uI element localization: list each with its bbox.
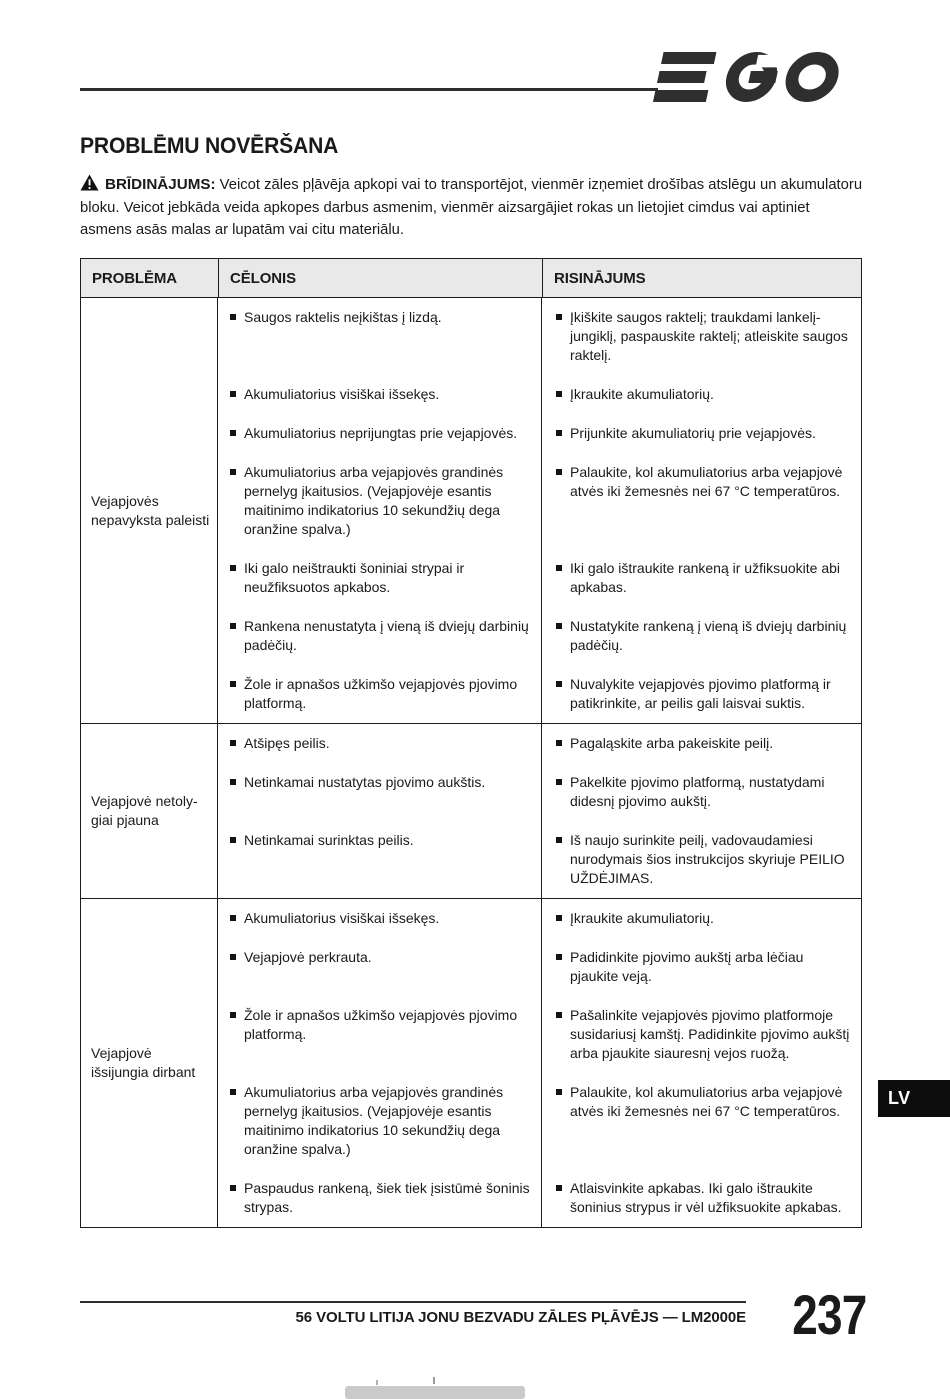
solution-text: Iki galo ištraukite rankeną ir užfiksuokite abi apkabas. [570, 560, 841, 595]
footer-text: 56 VOLTU LITIJA JONU BEZVADU ZĀLES PĻĀVĒJS — LM2000E [295, 1309, 746, 1326]
solution-text: Palaukite, kol akumuliatorius arba vejapjovė atvės iki žemesnės nei 67 °C temperatūros. [570, 1084, 843, 1119]
bullet-icon [230, 469, 236, 475]
bottom-artifact-mark [376, 1380, 378, 1385]
cause-item [218, 665, 542, 723]
table-row [81, 723, 861, 898]
bullet-icon [230, 430, 236, 436]
solution-text: Įkraukite akumuliatorių. [570, 910, 714, 926]
warning-icon [80, 174, 99, 198]
solution-item [542, 607, 861, 665]
cause-item [218, 414, 542, 453]
cause-text: Akumuliatorius arba vejapjovės grandinės pernelyg įkaitusios. (Vejapjovėje esantis maitinimo indikatorius 10 sekundžių dega oranžine spalva.) [244, 464, 504, 537]
solution-text: Pašalinkite vejapjovės pjovimo platformoje susidariusį kamštį. Padidinkite pjovimo aukštį arba pjaukite siauresnį vejos ruožą. [570, 1007, 850, 1061]
cause-solution-pair [218, 899, 861, 938]
cause-text: Atšipęs peilis. [244, 735, 330, 751]
bullet-icon [556, 565, 562, 571]
cause-item [218, 821, 542, 898]
cause-item [218, 549, 542, 607]
cause-text: Netinkamai nustatytas pjovimo aukštis. [244, 774, 486, 790]
solution-item [542, 899, 861, 938]
bullet-icon [230, 1185, 236, 1191]
solution-item [542, 763, 861, 821]
table-row [81, 898, 861, 1227]
cause-text: Paspaudus rankeną, šiek tiek įsistūmė šoninis strypas. [244, 1180, 530, 1215]
cause-item [218, 453, 542, 549]
cause-solution-pair [218, 1073, 861, 1169]
bullet-icon [230, 779, 236, 785]
problem-cell [81, 899, 218, 1227]
cause-solution-pair [218, 1169, 861, 1227]
bullet-icon [556, 1185, 562, 1191]
bullet-icon [556, 623, 562, 629]
solution-item [542, 414, 861, 453]
solution-text: Nuvalykite vejapjovės pjovimo platformą ir patikrinkite, ar peilis gali laisvai suktis. [570, 676, 831, 711]
bullet-icon [230, 314, 236, 320]
solution-text: Pakelkite pjovimo platformą, nustatydami didesnį pjovimo aukštį. [570, 774, 825, 809]
cause-solution-pair [218, 607, 861, 665]
problem-cell [81, 724, 218, 898]
cause-item [218, 298, 542, 375]
cause-item [218, 899, 542, 938]
cause-solution-pair [218, 763, 861, 821]
cause-text: Saugos raktelis neįkištas į lizdą. [244, 309, 442, 325]
bullet-icon [556, 954, 562, 960]
column-header-risinajums: RISINĀJUMS [542, 259, 861, 297]
problem-text: Vejapjovė netoly-giai pjauna [91, 793, 198, 828]
bullet-icon [556, 740, 562, 746]
cause-item [218, 607, 542, 665]
solution-item [542, 453, 861, 549]
bottom-artifact-mark [433, 1377, 435, 1384]
bullet-icon [230, 391, 236, 397]
cause-text: Rankena nenustatyta į vieną iš dviejų darbinių padėčių. [244, 618, 529, 653]
cause-solution-pair [218, 453, 861, 549]
table-header-row [81, 259, 861, 298]
bullet-icon [556, 430, 562, 436]
solution-text: Atlaisvinkite apkabas. Iki galo ištraukite šoninius strypus ir vėl užfiksuokite apkabas. [570, 1180, 842, 1215]
solution-item [542, 821, 861, 898]
cause-solution-list [218, 724, 861, 898]
problem-text: Vejapjovės nepavyksta paleisti [91, 492, 210, 528]
bullet-icon [230, 1089, 236, 1095]
cause-text: Žole ir apnašos užkimšo vejapjovės pjovimo platformą. [244, 676, 518, 711]
cause-solution-pair [218, 375, 861, 414]
problem-cell [81, 298, 218, 723]
solution-item [542, 1073, 861, 1169]
cause-item [218, 724, 542, 763]
cause-solution-pair [218, 549, 861, 607]
cause-item [218, 1169, 542, 1227]
solution-item [542, 1169, 861, 1227]
solution-item [542, 996, 861, 1073]
problem-text: Vejapjovė išsijungia dirbant [91, 1045, 196, 1080]
cause-text: Iki galo neištraukti šoniniai strypai ir neužfiksuotos apkabos. [244, 560, 465, 595]
warning-label: BRĪDINĀJUMS: [105, 176, 216, 193]
cause-text: Akumuliatorius visiškai išsekęs. [244, 386, 440, 402]
bullet-icon [230, 623, 236, 629]
cause-item [218, 1073, 542, 1169]
cause-solution-pair [218, 298, 861, 375]
bullet-icon [556, 314, 562, 320]
solution-item [542, 938, 861, 996]
solution-text: Įkiškite saugos raktelį; traukdami lankelį-jungiklį, paspauskite raktelį; atleiskite saugos raktelį. [570, 309, 848, 363]
solution-text: Nustatykite rankeną į vieną iš dviejų darbinių padėčių. [570, 618, 847, 653]
bullet-icon [556, 1089, 562, 1095]
bottom-page-artifact [345, 1386, 525, 1399]
warning-paragraph [80, 174, 864, 241]
language-tab-label: LV [888, 1088, 911, 1108]
solution-item [542, 724, 861, 763]
cause-solution-pair [218, 724, 861, 763]
cause-solution-list [218, 298, 861, 723]
cause-solution-list [218, 899, 861, 1227]
cause-item [218, 996, 542, 1073]
bullet-icon [556, 1012, 562, 1018]
cause-text: Akumuliatorius visiškai išsekęs. [244, 910, 440, 926]
cause-text: Netinkamai surinktas peilis. [244, 832, 414, 848]
solution-item [542, 375, 861, 414]
bullet-icon [556, 779, 562, 785]
bullet-icon [556, 681, 562, 687]
column-header-problema: PROBLĒMA [92, 270, 178, 287]
table-row [81, 298, 861, 723]
troubleshooting-table [80, 258, 862, 1228]
solution-item [542, 298, 861, 375]
cause-solution-pair [218, 821, 861, 898]
bullet-icon [230, 837, 236, 843]
cause-text: Akumuliatorius arba vejapjovės grandinės pernelyg įkaitusios. (Vejapjovėje esantis maitinimo indikatorius 10 sekundžių dega oranžine spalva.) [244, 1084, 504, 1157]
ego-logo [650, 52, 860, 104]
page-number: 237 [791, 1283, 866, 1346]
bullet-icon [230, 1012, 236, 1018]
solution-item [542, 665, 861, 723]
cause-item [218, 375, 542, 414]
solution-text: Palaukite, kol akumuliatorius arba vejapjovė atvės iki žemesnės nei 67 °C temperatūros. [570, 464, 843, 499]
header-rule [80, 88, 658, 91]
bullet-icon [230, 681, 236, 687]
solution-text: Prijunkite akumuliatorių prie vejapjovės. [570, 425, 816, 441]
solution-text: Iš naujo surinkite peilį, vadovaudamiesi nurodymais šios instrukcijos skyriuje PEILIO UŽDĖJIMAS. [570, 832, 845, 886]
solution-text: Pagaląskite arba pakeiskite peilį. [570, 735, 774, 751]
bullet-icon [230, 954, 236, 960]
bullet-icon [556, 915, 562, 921]
cause-item [218, 938, 542, 996]
bullet-icon [230, 915, 236, 921]
cause-text: Akumuliatorius neprijungtas prie vejapjovės. [244, 425, 518, 441]
bullet-icon [556, 837, 562, 843]
cause-solution-pair [218, 414, 861, 453]
bullet-icon [230, 740, 236, 746]
column-header-celonis: CĒLONIS [218, 259, 542, 297]
cause-solution-pair [218, 665, 861, 723]
page-title: PROBLĒMU NOVĒRŠANA [80, 133, 339, 158]
cause-solution-pair [218, 938, 861, 996]
cause-text: Žole ir apnašos užkimšo vejapjovės pjovimo platformą. [244, 1007, 518, 1042]
solution-text: Įkraukite akumuliatorių. [570, 386, 714, 402]
solution-text: Padidinkite pjovimo aukštį arba lėčiau pjaukite veją. [570, 949, 804, 984]
cause-text: Vejapjovė perkrauta. [244, 949, 372, 965]
bullet-icon [230, 565, 236, 571]
warning-text: Veicot zāles pļāvēja apkopi vai to transportējot, vienmēr izņemiet drošības atslēgu un akumulatoru bloku. Veicot jebkāda veida apkopes darbus asmenim, vienmēr aizsargājiet rokas un lietojiet cimdus vai aptiniet asmens asās malas ar lupatām vai citu materiālu. [80, 177, 863, 238]
cause-solution-pair [218, 996, 861, 1073]
cause-item [218, 763, 542, 821]
bullet-icon [556, 469, 562, 475]
footer-rule [80, 1301, 746, 1303]
solution-item [542, 549, 861, 607]
bullet-icon [556, 391, 562, 397]
language-tab [878, 1080, 950, 1117]
